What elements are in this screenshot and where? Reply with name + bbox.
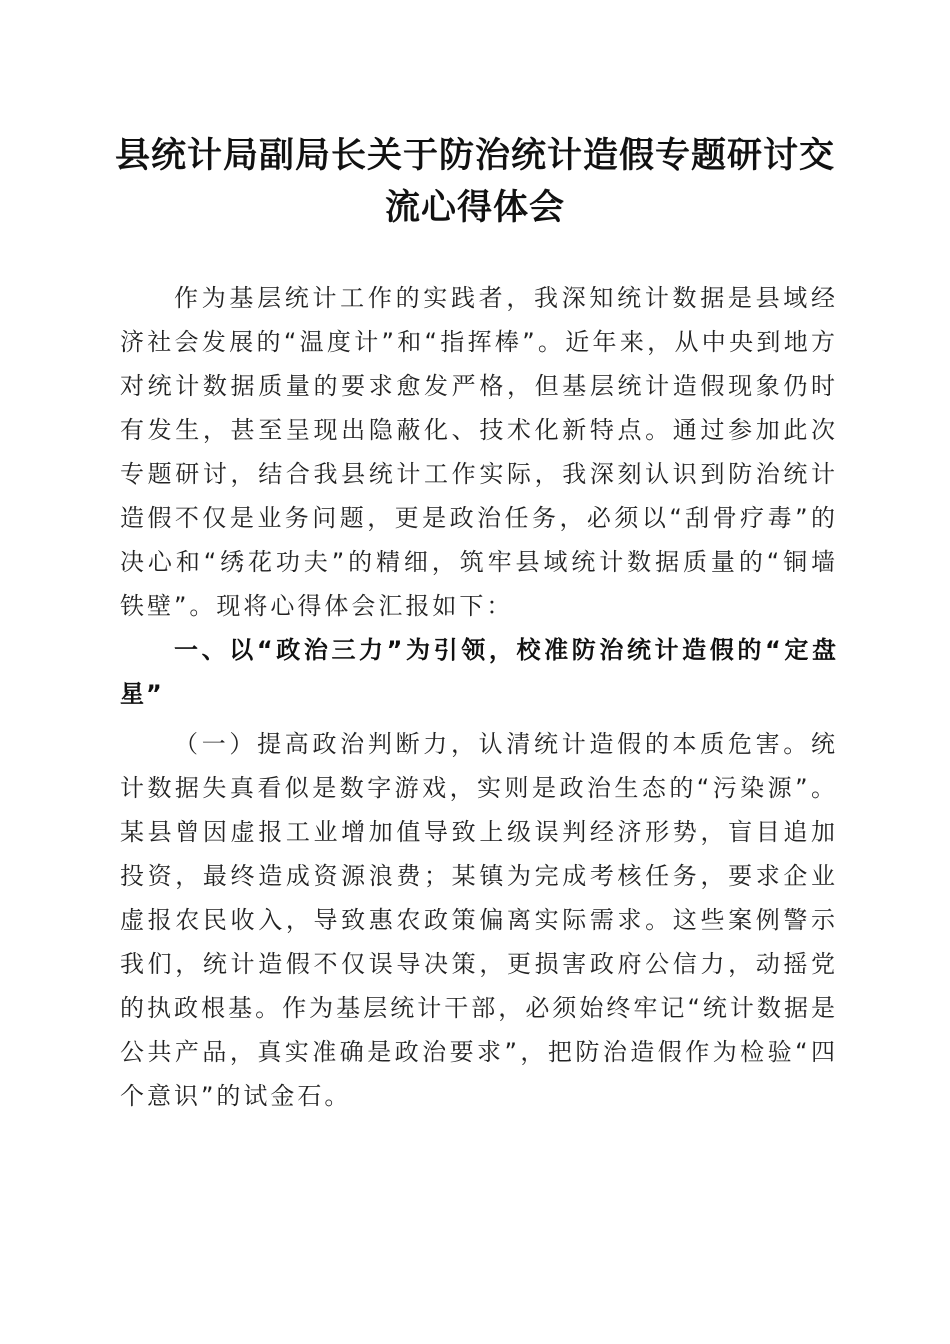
section-1-subsection-1	[120, 722, 838, 1118]
subsection-body: 统计数据失真看似是数字游戏，实则是政治生态的“污染源”。某县曾因虚报工业增加值导致上级误判经济形势，盲目追加投资，最终造成资源浪费；某镇为完成考核任务，要求企业虚报农民收入，导致惠农政策偏离实际需求。这些案例警示我们，统计造假不仅误导决策，更损害政府公信力，动摇党的执政根基。作为基层统计干部，必须始终牢记“统计数据是公共产品，真实准确是政治要求”，把防治造假作为检验“四个意识”的试金石。	[120, 730, 838, 1110]
document-title: 县统计局副局长关于防治统计造假专题研讨交流心得体会	[114, 135, 835, 228]
intro-paragraph: 作为基层统计工作的实践者，我深知统计数据是县域经济社会发展的“温度计”和“指挥棒”。近年来，从中央到地方对统计数据质量的要求愈发严格，但基层统计造假现象仍时有发生，甚至呈现出隐蔽化、技术化新特点。通过参加此次专题研讨，结合我县统计工作实际，我深刻认识到防治统计造假不仅是业务问题，更是政治任务，必须以“刮骨疗毒”的决心和“绣花功夫”的精细，筑牢县域统计数据质量的“铜墙铁壁”。现将心得体会汇报如下：	[120, 284, 838, 620]
section-heading-1: 一、以“政治三力”为引领，校准防治统计造假的“定盘星”	[120, 636, 838, 708]
subsection-lead: （一）提高政治判断力，认清统计造假的本质危害。	[174, 730, 811, 758]
